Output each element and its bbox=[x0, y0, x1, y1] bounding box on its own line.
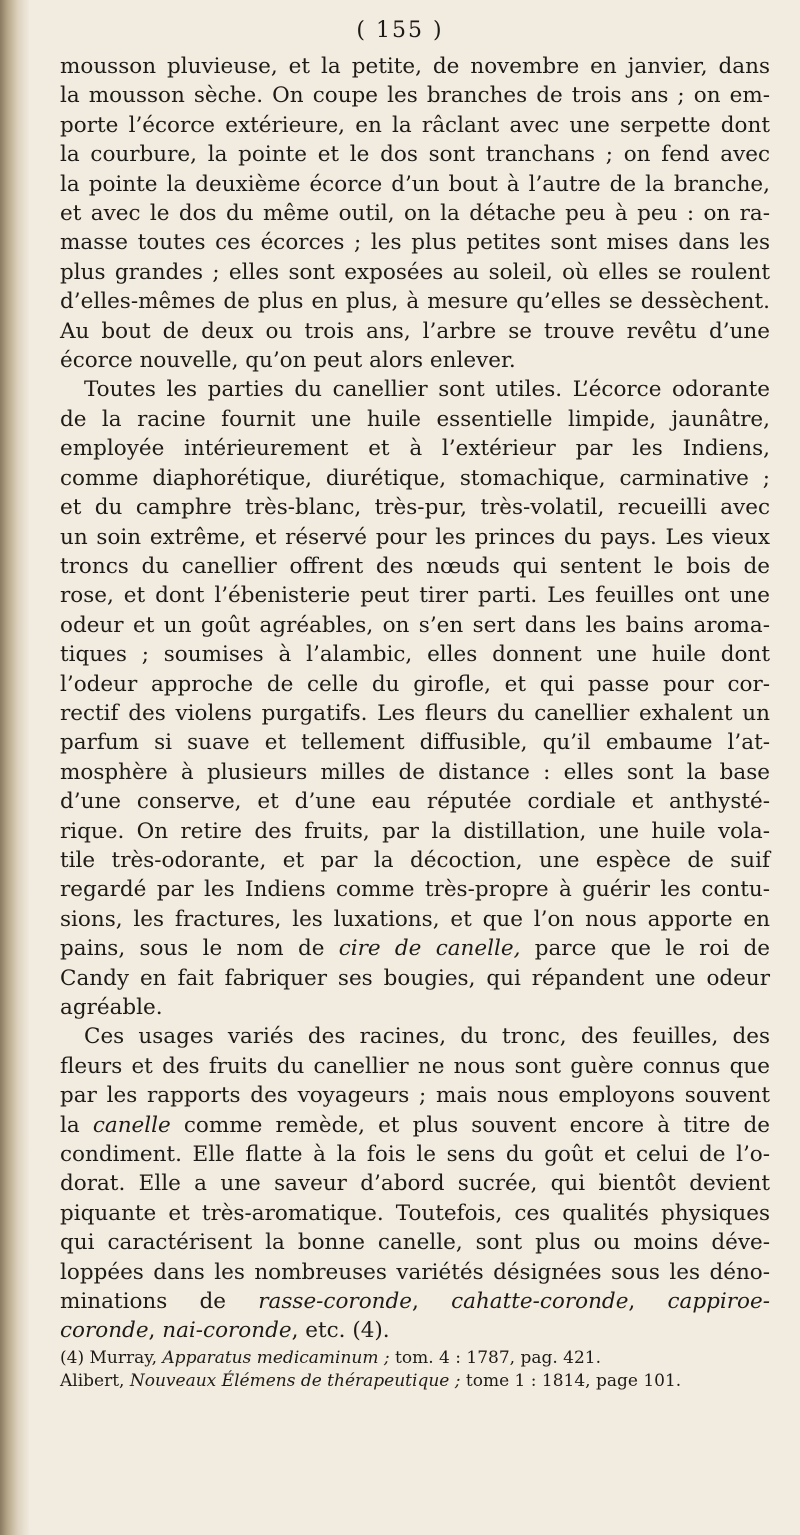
italic-term: cappiroe- bbox=[667, 1289, 770, 1315]
italic-term: rasse-coronde bbox=[258, 1289, 412, 1315]
text-line: Toutes les parties du canellier sont utiles. L’écorce odorante bbox=[84, 377, 770, 403]
text-line: condiment. Elle flatte à la fois le sens du goût et celui de l’o- bbox=[60, 1142, 770, 1168]
text-line: masse toutes ces écorces ; les plus petites sont mises dans les bbox=[60, 230, 770, 256]
text-line: odeur et un goût agréables, on s’en sert dans les bains aroma- bbox=[60, 612, 770, 638]
text-run: la bbox=[60, 1112, 93, 1138]
text-line: Ces usages variés des racines, du tronc, des feuilles, des bbox=[84, 1024, 770, 1050]
text-line: Candy en fait fabriquer ses bougies, qui répandent une odeur bbox=[60, 965, 770, 991]
text-run: comme remède, et plus souvent encore à titre de bbox=[170, 1112, 770, 1138]
text-line: parfum si suave et tellement diffusible, qu’il embaume l’at- bbox=[60, 730, 770, 756]
text-line: qui caractérisent la bonne canelle, sont plus ou moins déve- bbox=[60, 1230, 770, 1256]
text-line: par les rapports des voyageurs ; mais nous employons souvent bbox=[60, 1083, 770, 1109]
text-line: l’odeur approche de celle du girofle, et qui passe pour cor- bbox=[60, 671, 770, 697]
text-line: la pointe la deuxième écorce d’un bout à l’autre de la branche, bbox=[60, 171, 770, 197]
text-run: pains, sous le nom de bbox=[60, 936, 339, 962]
text-line: troncs du canellier offrent des nœuds qui sentent le bois de bbox=[60, 553, 770, 579]
text-line: regardé par les Indiens comme très-propre à guérir les contu- bbox=[60, 877, 770, 903]
text-line: rose, et dont l’ébenisterie peut tirer parti. Les feuilles ont une bbox=[60, 583, 770, 609]
footnote-reference: tome 1 : 1814, page 101. bbox=[465, 1371, 682, 1391]
text-line: d’elles-mêmes de plus en plus, à mesure qu’elles se dessèchent. bbox=[60, 289, 770, 315]
footnote-reference: tom. 4 : 1787, pag. 421. bbox=[395, 1348, 602, 1368]
footnote-author: Murray, bbox=[89, 1348, 157, 1368]
book-gutter-shadow bbox=[0, 0, 30, 1535]
text-line: employée intérieurement et à l’extérieur par les Indiens, bbox=[60, 436, 770, 462]
text-run: , bbox=[148, 1318, 163, 1344]
text-line: sions, les fractures, les luxations, et que l’on nous apporte en bbox=[60, 906, 770, 932]
text-line: piquante et très-aromatique. Toutefois, ces qualités physiques bbox=[60, 1200, 770, 1226]
text-line: plus grandes ; elles sont exposées au soleil, où elles se roulent bbox=[60, 259, 770, 285]
text-line: porte l’écorce extérieure, en la râclant avec une serpette dont bbox=[60, 112, 770, 138]
italic-term: coronde bbox=[60, 1318, 149, 1344]
text-line: et avec le dos du même outil, on la détache peu à peu : on ra- bbox=[60, 201, 770, 227]
text-line: d’une conserve, et d’une eau réputée cordiale et anthysté- bbox=[60, 789, 770, 815]
text-line: la courbure, la pointe et le dos sont tranchans ; on fend avec bbox=[60, 142, 770, 168]
text-line: écorce nouvelle, qu’on peut alors enlever. bbox=[60, 348, 516, 374]
text-line: rectif des violens purgatifs. Les fleurs du canellier exhalent un bbox=[60, 700, 770, 726]
text-run: , bbox=[628, 1289, 668, 1315]
text-run: parce que le roi de bbox=[520, 936, 770, 962]
text-line: et du camphre très-blanc, très-pur, très-volatil, recueilli avec bbox=[60, 495, 770, 521]
text-line: Au bout de deux ou trois ans, l’arbre se trouve revêtu d’une bbox=[60, 318, 770, 344]
footnote-title: Nouveaux Élémens de thérapeutique ; bbox=[129, 1371, 461, 1391]
text-line: rique. On retire des fruits, par la distillation, une huile vola- bbox=[60, 818, 770, 844]
italic-term: cahatte-coronde bbox=[451, 1289, 629, 1315]
text-line: dorat. Elle a une saveur d’abord sucrée, qui bientôt devient bbox=[60, 1171, 770, 1197]
italic-term: canelle bbox=[92, 1112, 171, 1138]
text-line: mosphère à plusieurs milles de distance : elles sont la base bbox=[60, 759, 770, 785]
text-run: minations de bbox=[60, 1289, 259, 1315]
page-number: ( 155 ) bbox=[356, 18, 444, 43]
footnote-marker: (4) bbox=[60, 1348, 85, 1368]
text-line: fleurs et des fruits du canellier ne nous sont guère connus que bbox=[60, 1053, 770, 1079]
footnote-author: Alibert, bbox=[60, 1371, 125, 1391]
text-run: , etc. (4). bbox=[291, 1318, 390, 1344]
text-line: mousson pluvieuse, et la petite, de novembre en janvier, dans bbox=[60, 54, 770, 79]
text-line bbox=[60, 1316, 770, 1345]
footnote-line bbox=[60, 1370, 770, 1393]
text-run: , bbox=[411, 1289, 452, 1315]
text-line: tile très-odorante, et par la décoction, une espèce de suif bbox=[60, 847, 770, 873]
text-line: comme diaphorétique, diurétique, stomachique, carminative ; bbox=[60, 465, 770, 491]
text-line bbox=[60, 1111, 770, 1140]
text-line: agréable. bbox=[60, 995, 163, 1020]
italic-term: nai-coronde bbox=[162, 1318, 292, 1344]
footnote-line bbox=[60, 1347, 770, 1370]
footnotes bbox=[60, 1347, 770, 1393]
text-line: tiques ; soumises à l’alambic, elles donnent une huile dont bbox=[60, 642, 770, 668]
footnote-title: Apparatus medicaminum ; bbox=[162, 1348, 390, 1368]
text-line: loppées dans les nombreuses variétés désignées sous les déno- bbox=[60, 1259, 770, 1285]
text-line bbox=[60, 934, 770, 963]
text-line: un soin extrême, et réservé pour les princes du pays. Les vieux bbox=[60, 524, 770, 550]
text-line: la mousson sèche. On coupe les branches de trois ans ; on em- bbox=[60, 83, 770, 109]
body-text bbox=[60, 52, 770, 1346]
text-line: de la racine fournit une huile essentielle limpide, jaunâtre, bbox=[60, 406, 770, 432]
italic-term: cire de canelle, bbox=[338, 936, 521, 962]
text-line bbox=[60, 1287, 770, 1316]
